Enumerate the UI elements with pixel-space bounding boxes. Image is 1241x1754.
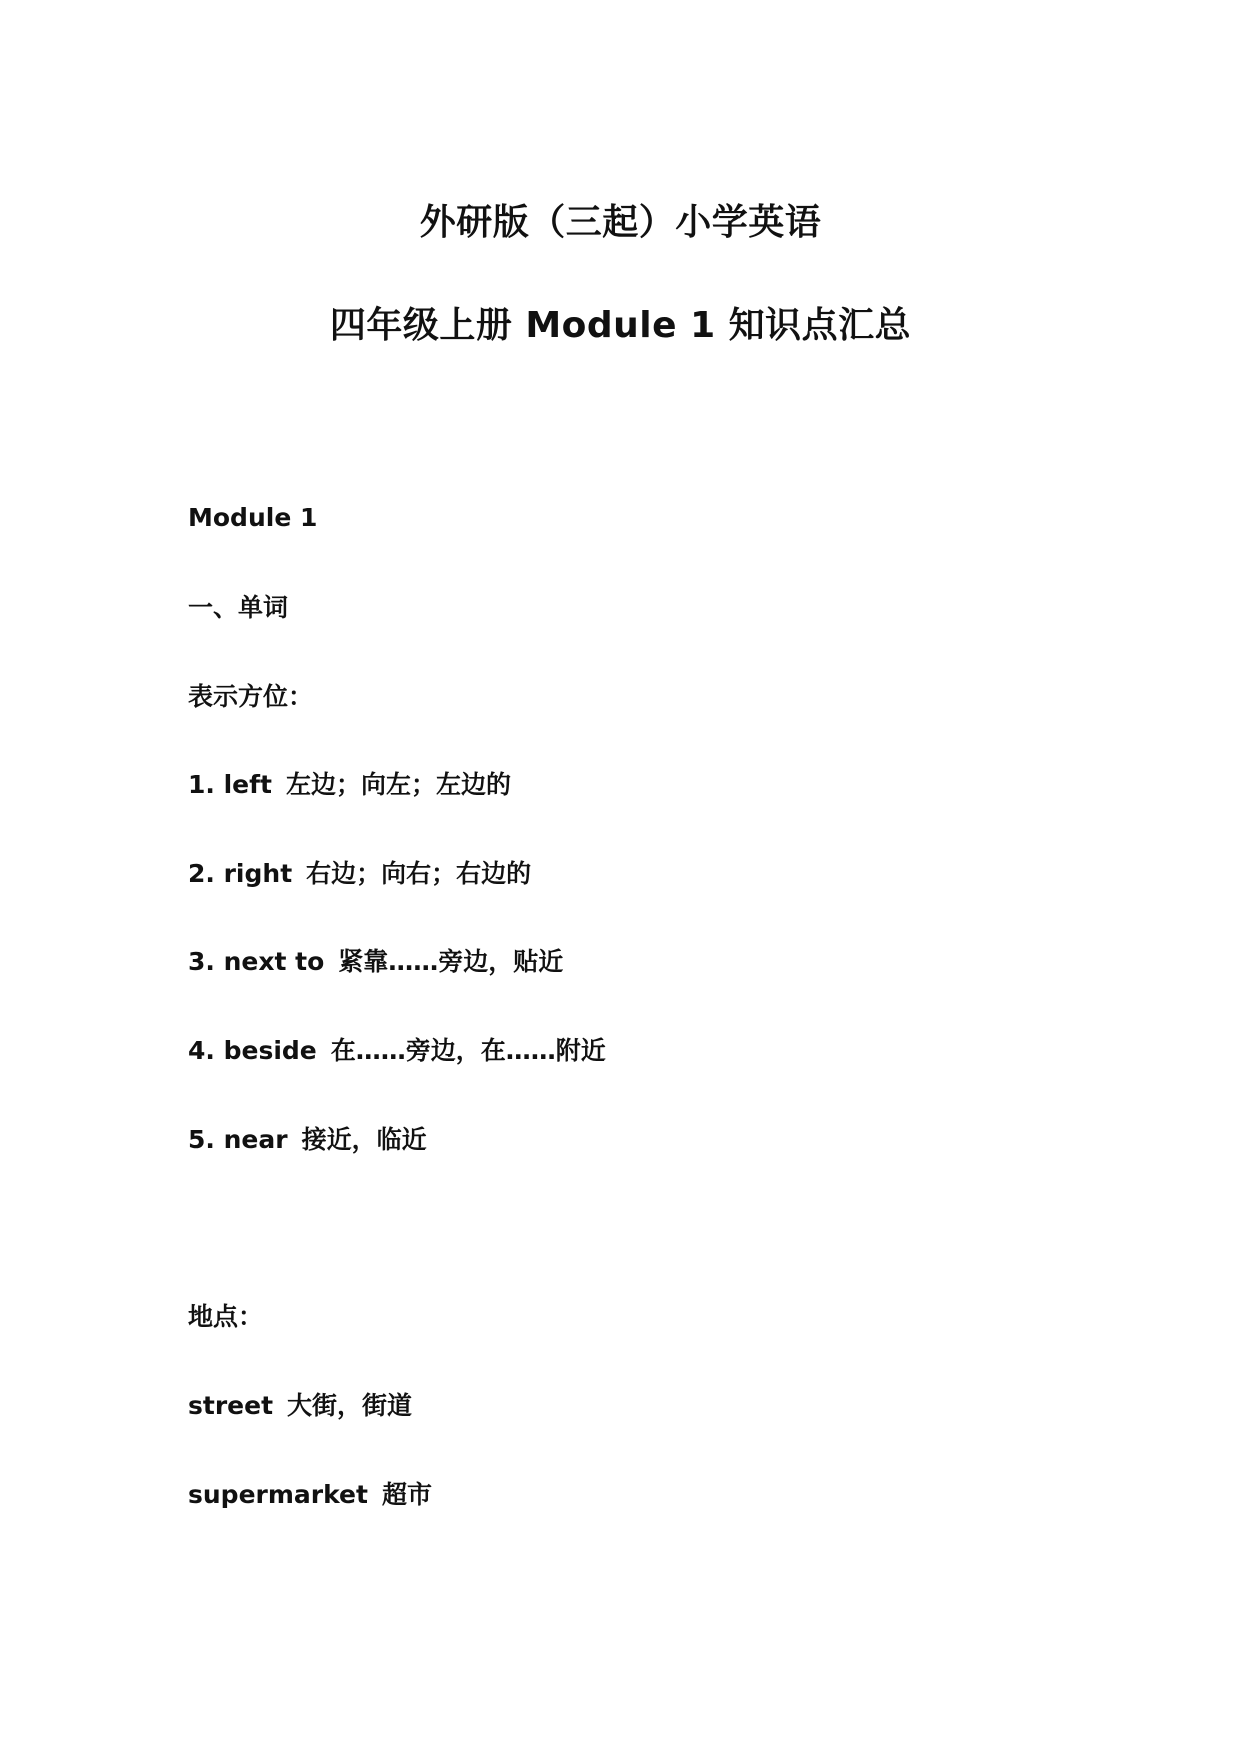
place-group-heading: 地点： [188,1302,264,1331]
vocab-term: 2. right [188,859,293,888]
section-heading-vocabulary: 一、单词 [188,593,289,622]
vocab-item [188,1390,412,1422]
vocab-term: street [188,1391,274,1420]
vocab-item [188,1124,427,1156]
vocab-item [188,946,563,978]
document-title-line-1: 外研版（三起）小学英语 [419,202,822,243]
vocab-term: supermarket [188,1480,368,1509]
vocab-item [188,1479,432,1511]
vocab-meaning: 右边；向右；右边的 [306,859,532,888]
vocab-meaning: 大街，街道 [287,1391,413,1420]
vocab-meaning: 左边；向左；左边的 [285,770,511,799]
document-title-line-2: 四年级上册 Module 1 知识点汇总 [329,305,912,346]
vocab-meaning: 接近，临近 [301,1125,427,1154]
vocab-meaning: 在……旁边，在……附近 [330,1036,606,1065]
module-heading: Module 1 [188,503,318,532]
vocab-term: 4. beside [188,1036,317,1065]
vocab-term: 1. left [188,770,272,799]
vocab-term: 3. next to [188,947,325,976]
direction-group-heading: 表示方位： [188,682,314,711]
vocab-item [188,858,531,890]
vocab-meaning: 超市 [381,1480,432,1509]
vocab-meaning: 紧靠……旁边，贴近 [338,947,564,976]
vocab-item [188,769,511,801]
vocab-item [188,1035,606,1067]
vocab-term: 5. near [188,1125,288,1154]
